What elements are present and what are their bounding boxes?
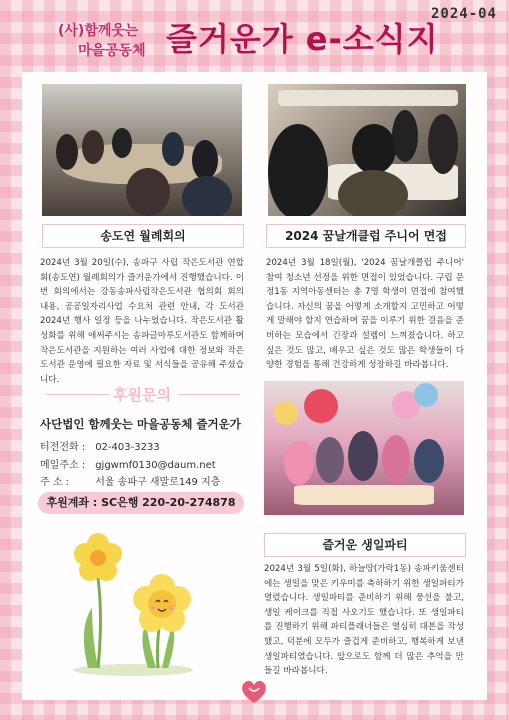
article-caption: 송도연 월례회의	[42, 224, 244, 248]
meeting-photo	[42, 84, 242, 216]
email-row	[40, 456, 216, 471]
phone-row	[40, 438, 160, 453]
email-label: 메일주소 :	[40, 460, 86, 471]
support-heading: 후원문의	[113, 386, 171, 404]
address-label: 주 소 :	[40, 477, 70, 488]
interview-photo	[268, 84, 466, 216]
article-caption: 2024 꿈날개클럽 주니어 면접	[266, 224, 466, 248]
heart-logo-icon	[238, 676, 270, 706]
address-value: 서울 송파구 새말로149 지층	[95, 477, 221, 488]
org-name-line2: 마을공동체	[78, 43, 146, 59]
newsletter-title: 즐거운가 e-소식지	[166, 20, 439, 58]
donation-account: 후원계좌 : SC은행 220-20-274878	[38, 492, 244, 514]
daffodil-illustration	[58, 528, 208, 678]
article-body: 2024년 3월 5일(화), 하늘땅(가락1동) 송파키움센터에는 생일을 맞은 키우미를 축하하기 위한 생일파티가 열렸습니다. 생일파티를 준비하기 위해 풍선을 불고, 생일 케이크를 직접 사오기도 했습니다. 또 생일파티를 진행하기 위해 파티플래너들은 열심히 대본을 작성했고, 덕분에 모두가 즐겁게 준비하고, 행복하게 보낸 생일파티였습니다. 앞으로도 함께 더 많은 추억을 만들길 바라봅니다.	[264, 564, 464, 677]
article-caption: 즐거운 생일파티	[264, 533, 466, 557]
email-value: gjgwmf0130@daum.net	[95, 460, 216, 471]
article-body: 2024년 3월 20일(수), 송파구 사립 작은도서관 연합회(송도연) 월례회의가 즐거운가에서 진행했습니다. 이번 회의에서는 강동송파사립작은도서관 협의회 회의 내용, 공공일자리사업 수요처 관련 안내, 각 도서관 2024년 행사 일정 등을 나누었습니다. 작은도서관 활성화를 위해 애써주시는 송파글마루도서관도 함께하며 작은도서관을 지원하는 여러 사업에 대한 정보와 작은도서관 운영에 필요한 자료 및 서식들을 공유해 주셨습니다.	[40, 258, 244, 385]
phone-label: 터전전화 :	[40, 442, 86, 453]
phone-value: 02-403-3233	[95, 442, 160, 453]
address-row	[40, 473, 220, 488]
issue-date: 2024-04	[430, 6, 497, 22]
article-body: 2024년 3월 18일(월), '2024 꿈날개클럽 주니어' 참여 청소년 선정을 위한 면접이 있었습니다. 구립 문정1동 지역아동센터는 총 7명 학생이 면접에 참여했습니다. 자신의 꿈을 어떻게 소개할지 고민하고 어떻게 말해야 할지 연습하며 꿈을 이루기 위한 걸음을 준비하는 모습에서 긴장과 설렘이 느껴졌습니다. 하고 싶은 것도 많고, 배우고 싶은 것도 많은 학생들이 다양한 경험을 통해 건강하게 성장하길 바라봅니다.	[266, 258, 464, 371]
support-org-name: 사단법인 함께웃는 마을공동체 즐거운가	[40, 417, 241, 431]
birthday-party-photo	[264, 381, 464, 515]
org-name-line1: (사)함께웃는	[58, 23, 139, 39]
